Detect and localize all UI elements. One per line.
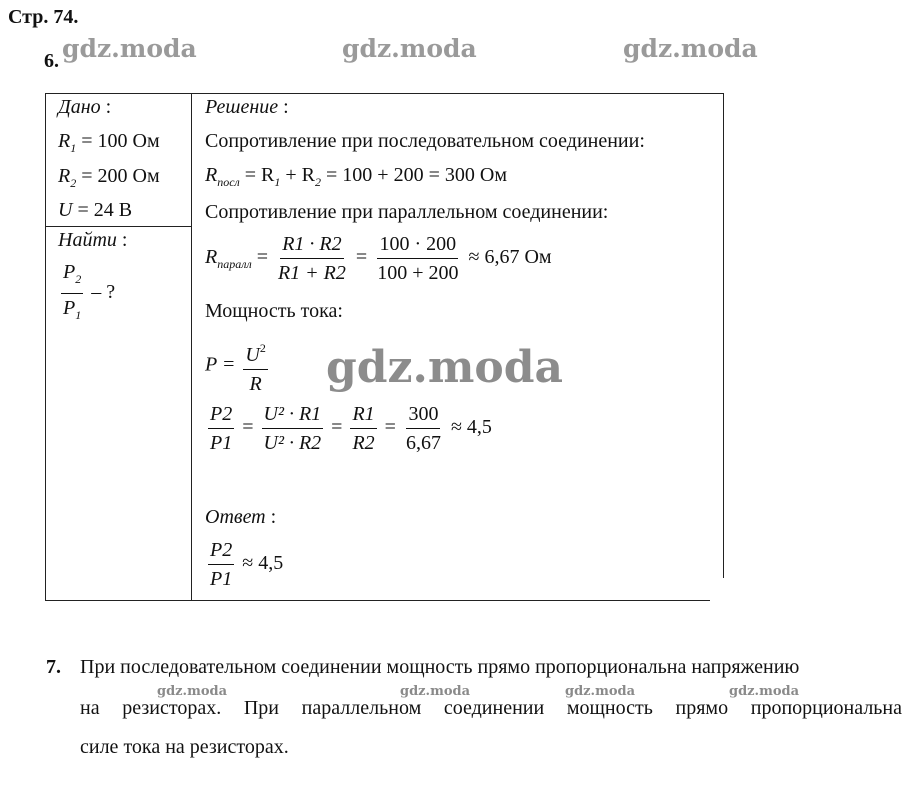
task7-line-1: При последовательном соединении мощность прямо пропорциональна напряжению <box>80 656 800 678</box>
solution-title: Решение : <box>205 96 289 118</box>
watermark-logo: gdz.moda <box>623 34 758 63</box>
table-border-top <box>45 93 724 94</box>
find-fraction: $\frac{P_2}{P_1}$ <box>63 261 82 322</box>
ratio-fraction-4: $\frac{300}{6,67}$ <box>405 403 441 454</box>
task-number-6: 6. <box>44 50 59 72</box>
task-number-7: 7. <box>46 656 61 678</box>
task7-line-2: на резисторах. При параллельном соединении мощность прямо пропорциональна <box>80 697 902 719</box>
find-question: – ? <box>91 281 116 304</box>
page-label: Стр. 74. <box>8 6 79 28</box>
watermark-logo: gdz.moda <box>400 684 471 699</box>
ratio-formula: $\frac{P2}{P1}$ = $\frac{\text{U² · R1}}{\text{U² · R2}}$ = $\frac{R1}{R2}$ = $\frac{300}{6,67}$ ≈ 4,5 <box>210 403 492 454</box>
series-heading: Сопротивление при последовательном соединении: <box>205 130 645 152</box>
find-ratio <box>58 260 115 327</box>
power-heading: Мощность тока: <box>205 300 343 322</box>
ratio-fraction-3: $\frac{R1}{R2}$ <box>352 403 375 454</box>
parallel-fraction-numeric: $\frac{100 \cdot 200}{100 + 200}$ <box>377 233 459 284</box>
task7-line-3: силе тока на резисторах. <box>80 736 289 758</box>
watermark-logo: gdz.moda <box>342 34 477 63</box>
ratio-fraction-2: $\frac{\text{U² · R1}}{\text{U² · R2}}$ <box>263 403 322 454</box>
given-u: U = 24 В <box>58 199 133 221</box>
answer-title: Ответ : <box>205 506 277 528</box>
given-r2: $R_2 = 200$ Ом <box>58 165 160 190</box>
watermark-logo: gdz.moda <box>62 34 197 63</box>
table-column-divider <box>191 93 192 601</box>
parallel-formula: $R_{паралл}$ = $\frac{R1 \cdot R2}{R1 + R2}$ = $\frac{100 \cdot 200}{100 + 200}$ ≈ 6,67 Ом <box>205 233 552 284</box>
given-title: Дано : <box>58 96 112 118</box>
parallel-fraction-symbolic: $\frac{R1 \cdot R2}{R1 + R2}$ <box>277 233 346 284</box>
table-border-right <box>723 93 724 578</box>
given-r1: $R_1 = 100$ Ом <box>58 130 160 155</box>
answer-fraction: $\frac{P2}{P1}$ <box>210 539 233 590</box>
power-formula: P = $\frac{U^2}{R}$ <box>205 336 271 396</box>
table-border-left <box>45 93 46 601</box>
parallel-heading: Сопротивление при параллельном соединении: <box>205 201 609 223</box>
table-border-bottom <box>45 600 710 601</box>
ratio-fraction-1: $\frac{P2}{P1}$ <box>210 403 233 454</box>
watermark-logo: gdz.moda <box>157 684 228 699</box>
watermark-logo: gdz.moda <box>729 684 800 699</box>
series-formula: $R_{посл} = R_1 + R_2 = 100 + 200 = 300$ Ом <box>205 164 507 189</box>
answer-formula: $\frac{P2}{P1}$ ≈ 4,5 <box>210 539 284 590</box>
watermark-logo: gdz.moda <box>565 684 636 699</box>
power-fraction: $\frac{U^2}{R}$ <box>243 336 267 396</box>
find-title: Найти : <box>58 229 128 251</box>
given-find-divider <box>45 226 192 227</box>
watermark-logo: gdz.moda <box>326 342 564 393</box>
